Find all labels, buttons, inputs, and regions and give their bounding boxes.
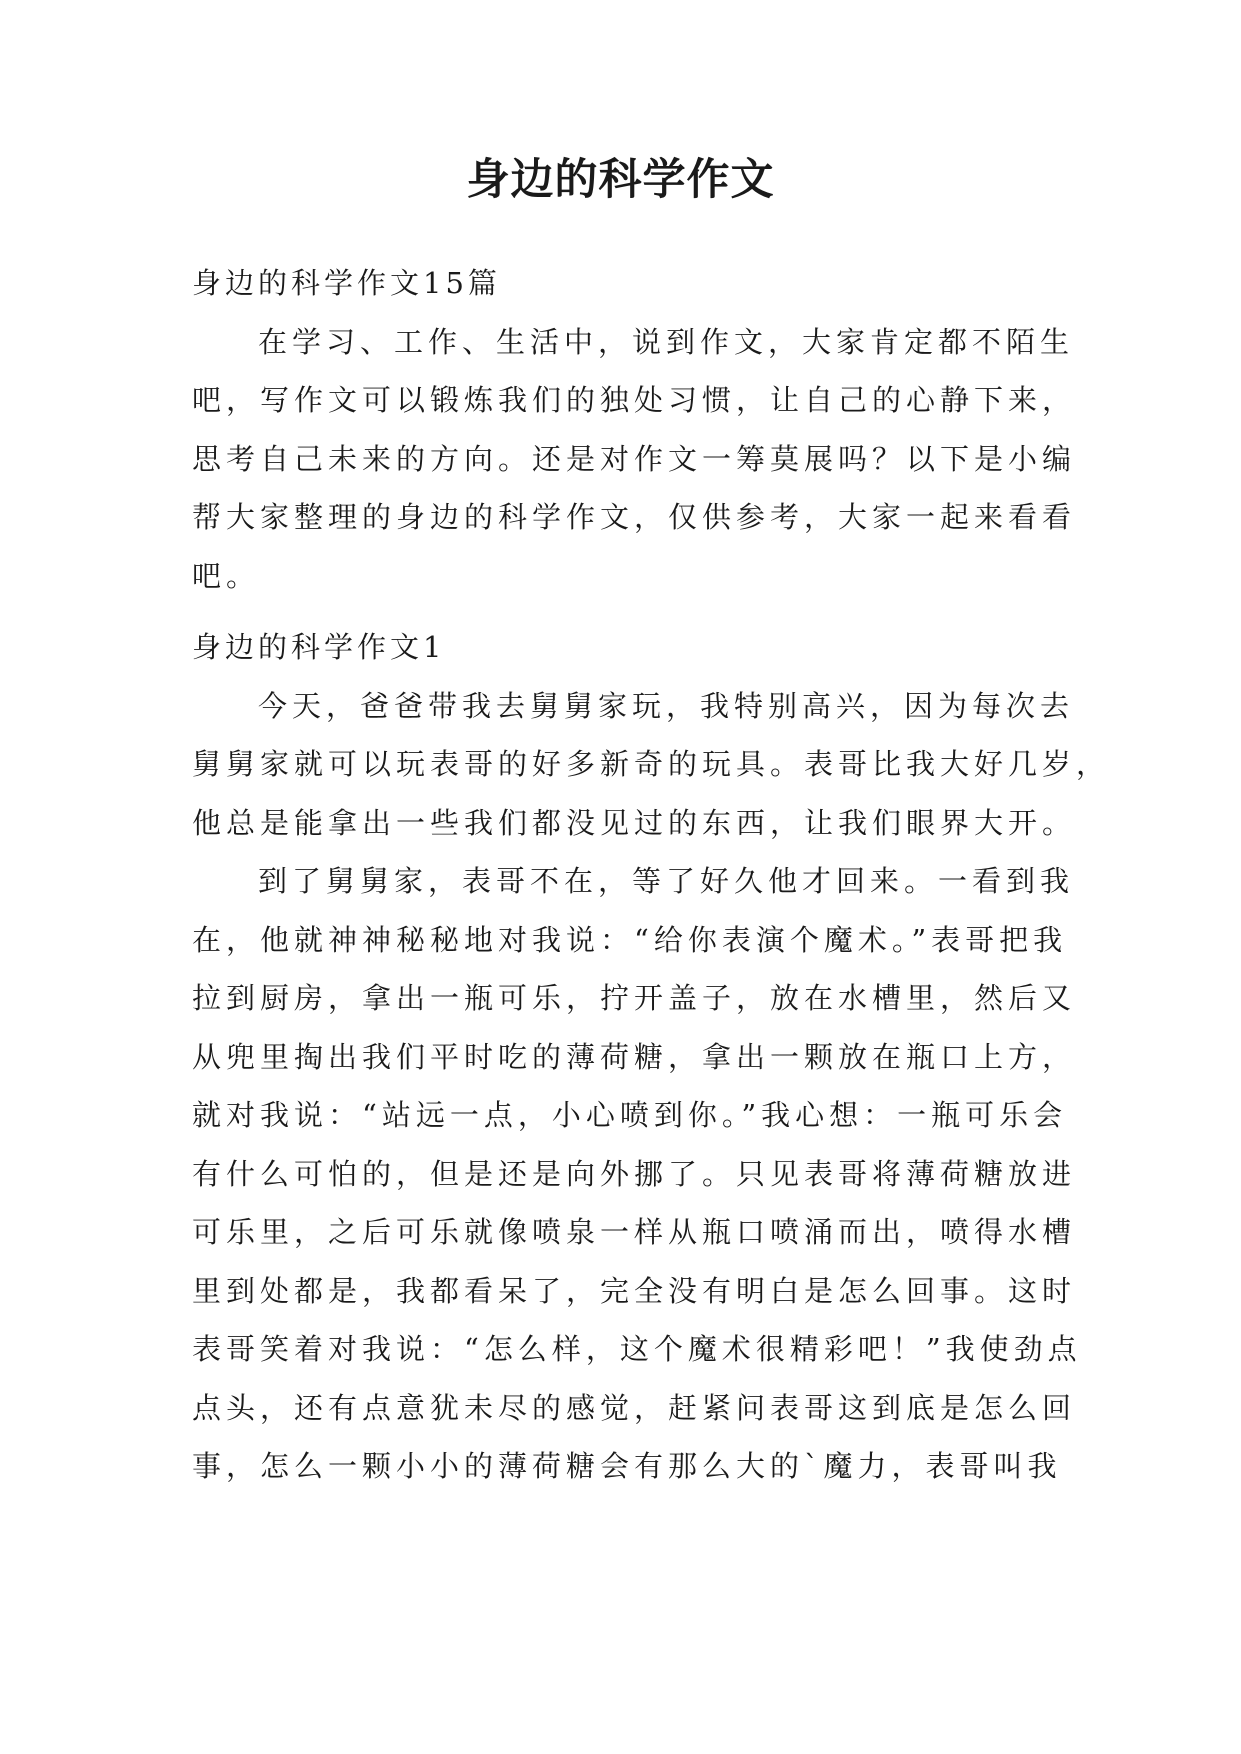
essay-1-para-2-line: 从兜里掏出我们平时吃的薄荷糖，拿出一颗放在瓶口上方， xyxy=(192,1039,1077,1074)
essay-1-para-2-line: 事，怎么一颗小小的薄荷糖会有那么大的`魔力，表哥叫我 xyxy=(192,1449,1062,1483)
essay-1-para-2-line: 到了舅舅家，表哥不在，等了好久他才回来。一看到我 xyxy=(258,864,1075,898)
essay-1-para-2-line: 点头，还有点意犹未尽的感觉，赶紧问表哥这到底是怎么回 xyxy=(192,1390,1077,1425)
essay-1-para-2-line: 表哥笑着对我说：“怎么样，这个魔术很精彩吧！”我使劲点 xyxy=(192,1332,1082,1366)
essay-1-para-2-line: 拉到厨房，拿出一瓶可乐，拧开盖子，放在水槽里，然后又 xyxy=(192,981,1077,1015)
intro-line: 思考自己未来的方向。还是对作文一筹莫展吗？以下是小编 xyxy=(192,441,1077,476)
intro-heading: 身边的科学作文15篇 xyxy=(192,266,501,300)
document-title: 身边的科学作文 xyxy=(466,155,775,205)
intro-line: 在学习、工作、生活中，说到作文，大家肯定都不陌生 xyxy=(258,324,1075,359)
essay-1-para-1-line: 今天，爸爸带我去舅舅家玩，我特别高兴，因为每次去 xyxy=(258,688,1075,723)
essay-1-para-2-line: 就对我说：“站远一点，小心喷到你。”我心想：一瓶可乐会 xyxy=(192,1098,1068,1132)
essay-1-section xyxy=(192,618,1111,1496)
essay-1-para-2-line: 在，他就神神秘秘地对我说：“给你表演个魔术。”表哥把我 xyxy=(192,922,1068,957)
essay-1-para-1-line: 他总是能拿出一些我们都没见过的东西，让我们眼界大开。 xyxy=(192,805,1077,840)
intro-line: 吧，写作文可以锻炼我们的独处习惯，让自己的心静下来， xyxy=(192,383,1077,417)
essay-1-para-1-line: 舅舅家就可以玩表哥的好多新奇的玩具。表哥比我大好几岁， xyxy=(192,747,1111,781)
essay-1-heading: 身边的科学作文1 xyxy=(192,630,446,664)
essay-1-para-2-line: 里到处都是，我都看呆了，完全没有明白是怎么回事。这时 xyxy=(192,1273,1077,1308)
essay-1-para-2-line: 有什么可怕的，但是还是向外挪了。只见表哥将薄荷糖放进 xyxy=(192,1156,1077,1191)
intro-section xyxy=(192,254,1077,605)
intro-line: 帮大家整理的身边的科学作文，仅供参考，大家一起来看看 xyxy=(192,500,1077,534)
essay-1-para-2-line: 可乐里，之后可乐就像喷泉一样从瓶口喷涌而出，喷得水槽 xyxy=(192,1215,1077,1249)
intro-line: 吧。 xyxy=(192,558,261,593)
